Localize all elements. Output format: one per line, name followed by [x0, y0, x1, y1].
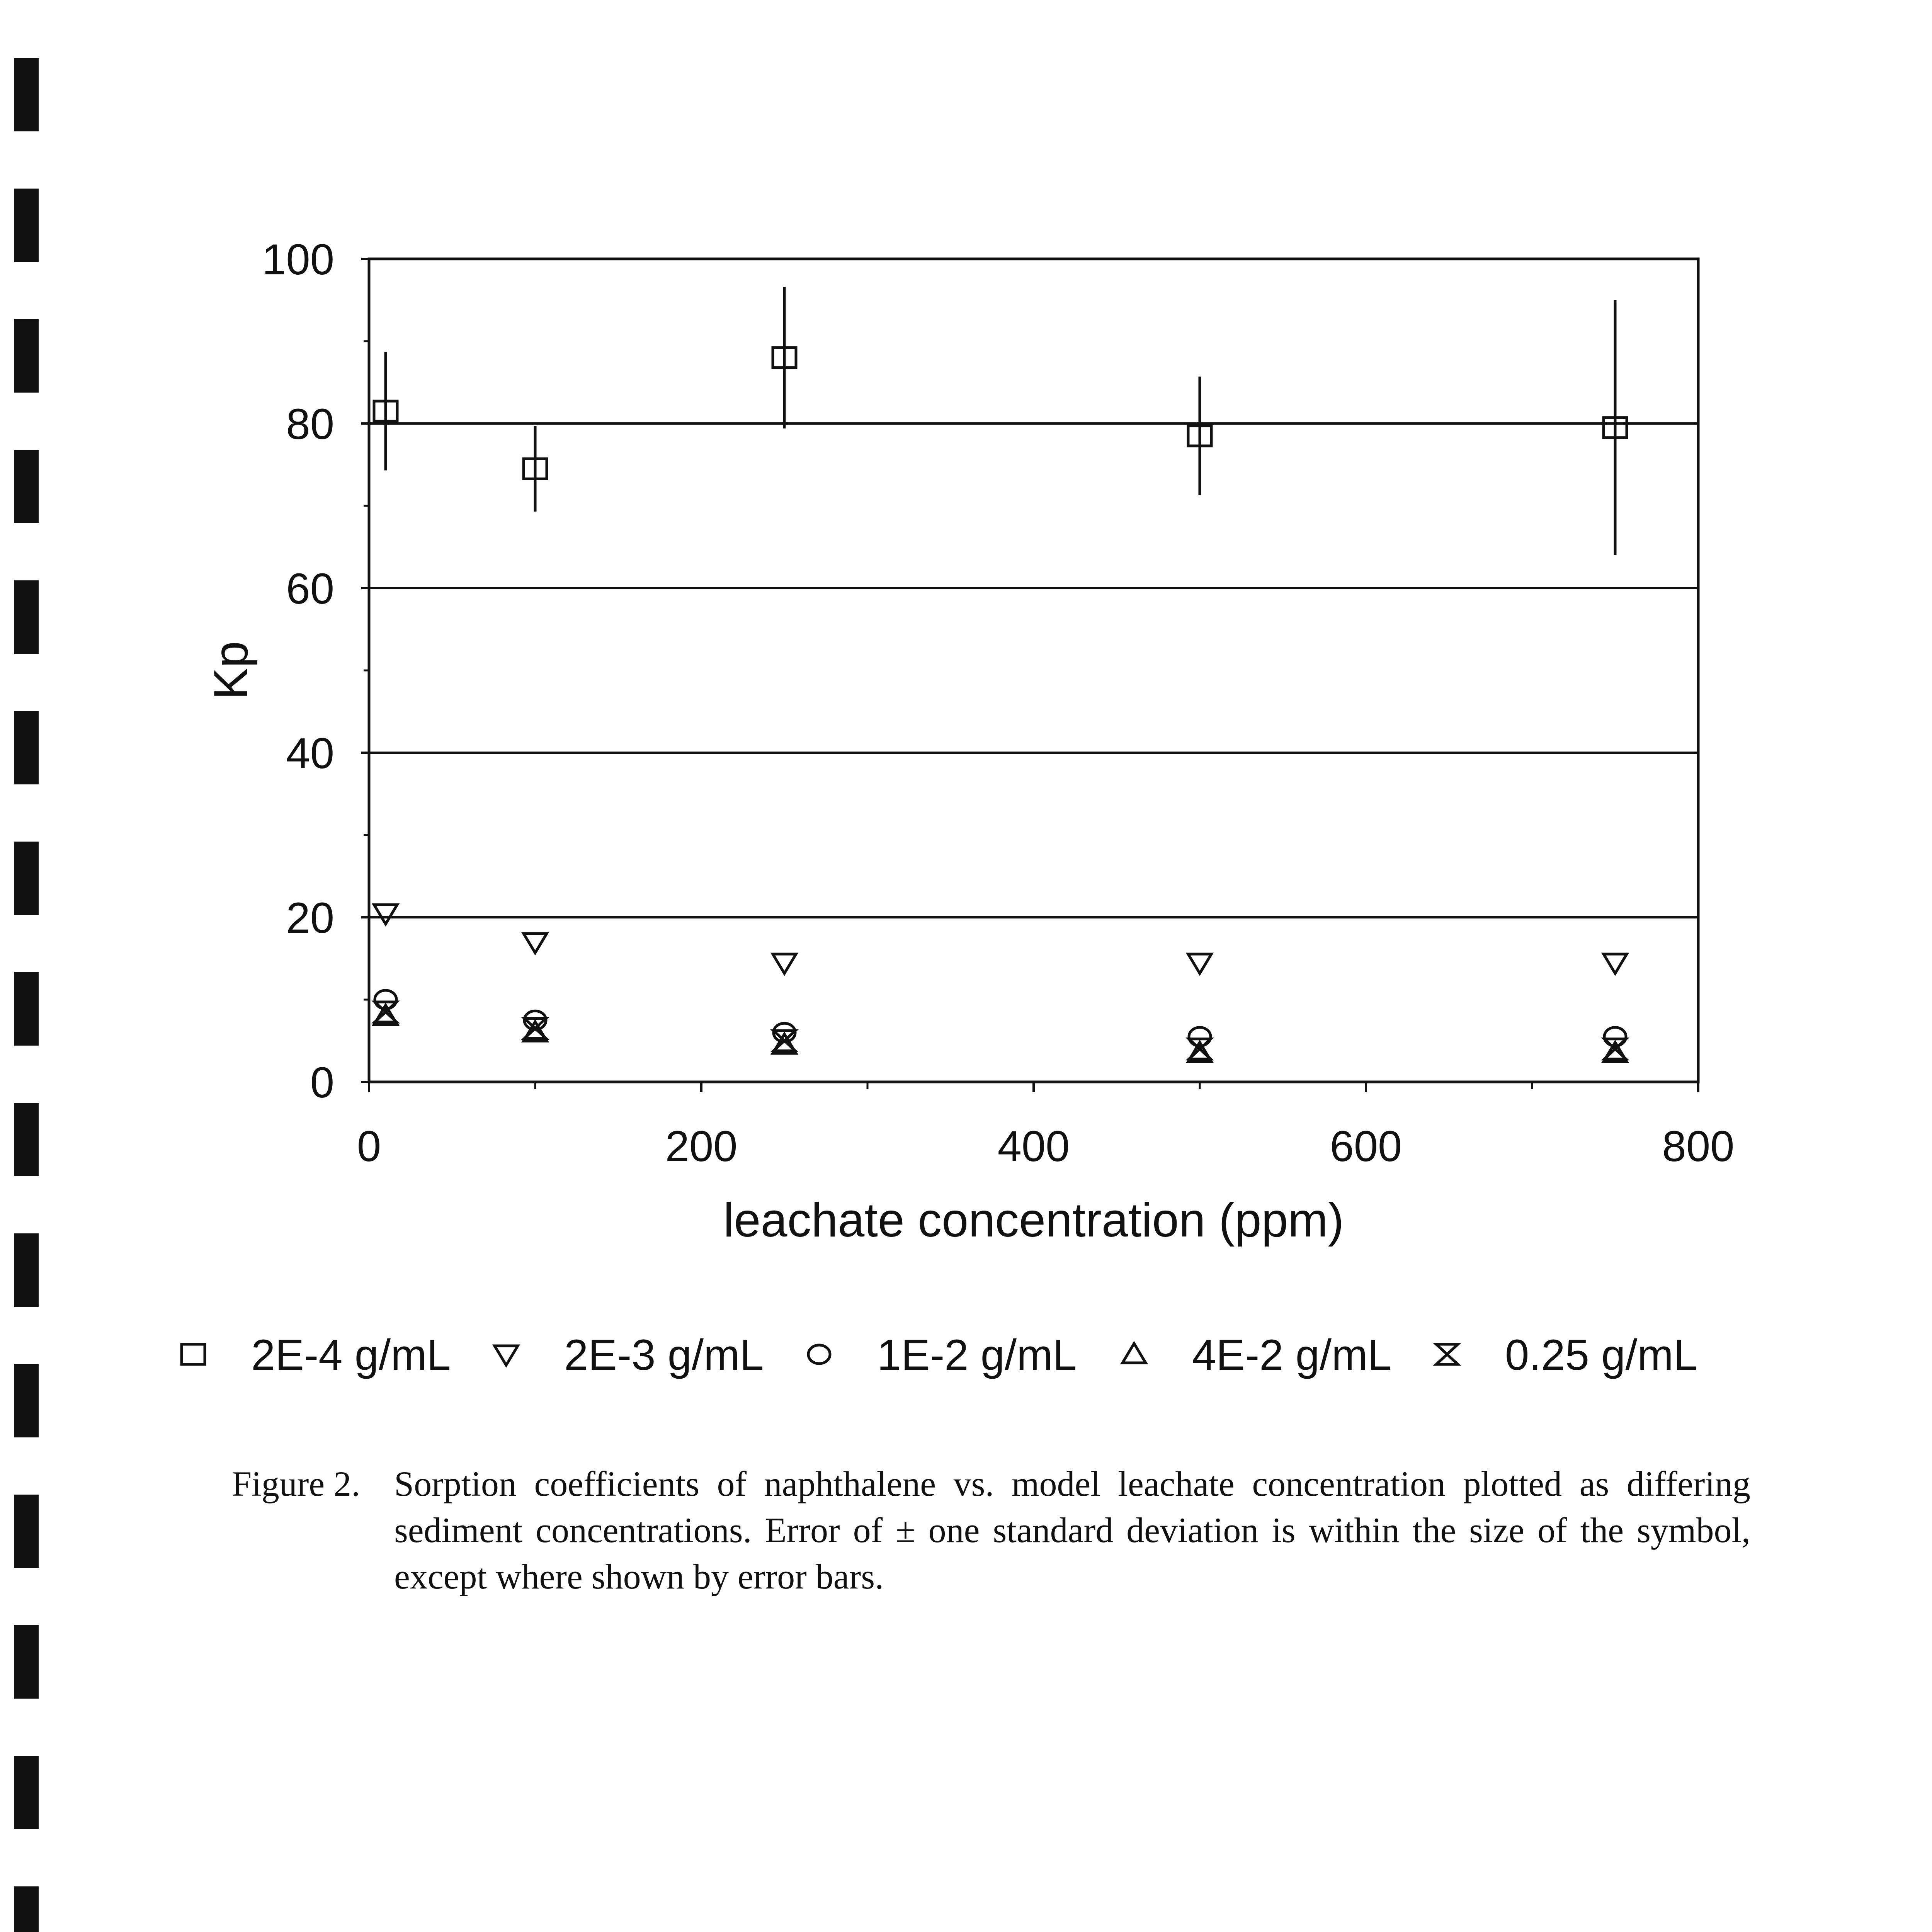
x-axis-title: leachate concentration (ppm) [723, 1194, 1344, 1247]
data-point [374, 905, 397, 924]
legend-label: 2E-4 g/mL [251, 1331, 451, 1379]
x-tick-label: 400 [997, 1122, 1070, 1170]
legend-item [495, 1331, 764, 1379]
y-tick-label: 100 [262, 235, 334, 284]
error-bars [386, 287, 1615, 555]
legend-item [1122, 1331, 1392, 1379]
data-point [1604, 954, 1627, 973]
x-tick-label: 600 [1330, 1122, 1402, 1170]
data-point [524, 934, 547, 953]
legend-label: 2E-3 g/mL [564, 1331, 764, 1379]
data-point [1188, 954, 1211, 973]
y-tick-label: 80 [286, 400, 334, 448]
y-axis-title: Kp [204, 641, 258, 700]
x-tick-label: 200 [665, 1122, 738, 1170]
y-tick-label: 40 [286, 729, 334, 777]
legend-marker [182, 1344, 205, 1364]
binder-hole [14, 1886, 39, 1932]
legend-marker [808, 1345, 830, 1364]
legend [182, 1331, 1697, 1379]
binder-hole [14, 1495, 39, 1568]
x-tick-label: 800 [1662, 1122, 1735, 1170]
caption-text: Sorption coefficients of naphthalene vs. model leachate concentration plotted as differing sediment concentrations. Error of ± one standard deviation is within the size of the symbol, except where shown by error bars. [394, 1464, 1750, 1596]
y-tick-label: 20 [286, 894, 334, 942]
legend-marker [495, 1346, 518, 1365]
legend-label: 4E-2 g/mL [1192, 1331, 1392, 1379]
plot-frame [369, 259, 1698, 1082]
legend-label: 1E-2 g/mL [877, 1331, 1077, 1379]
x-tick-label: 0 [357, 1122, 381, 1170]
y-tick-label: 60 [286, 565, 334, 613]
legend-marker [1436, 1344, 1458, 1364]
caption-label: Figure 2. [232, 1464, 361, 1503]
gridlines [369, 423, 1698, 917]
binder-hole [14, 1756, 39, 1829]
legend-label: 0.25 g/mL [1505, 1331, 1698, 1379]
legend-marker [1122, 1344, 1146, 1363]
legend-item [1436, 1331, 1697, 1379]
axis-ticks [262, 235, 1734, 1170]
binder-hole [14, 1625, 39, 1699]
y-tick-label: 0 [310, 1058, 334, 1107]
data-markers [374, 348, 1627, 1062]
data-point [773, 954, 796, 973]
legend-item [182, 1331, 451, 1379]
legend-item [808, 1331, 1077, 1379]
